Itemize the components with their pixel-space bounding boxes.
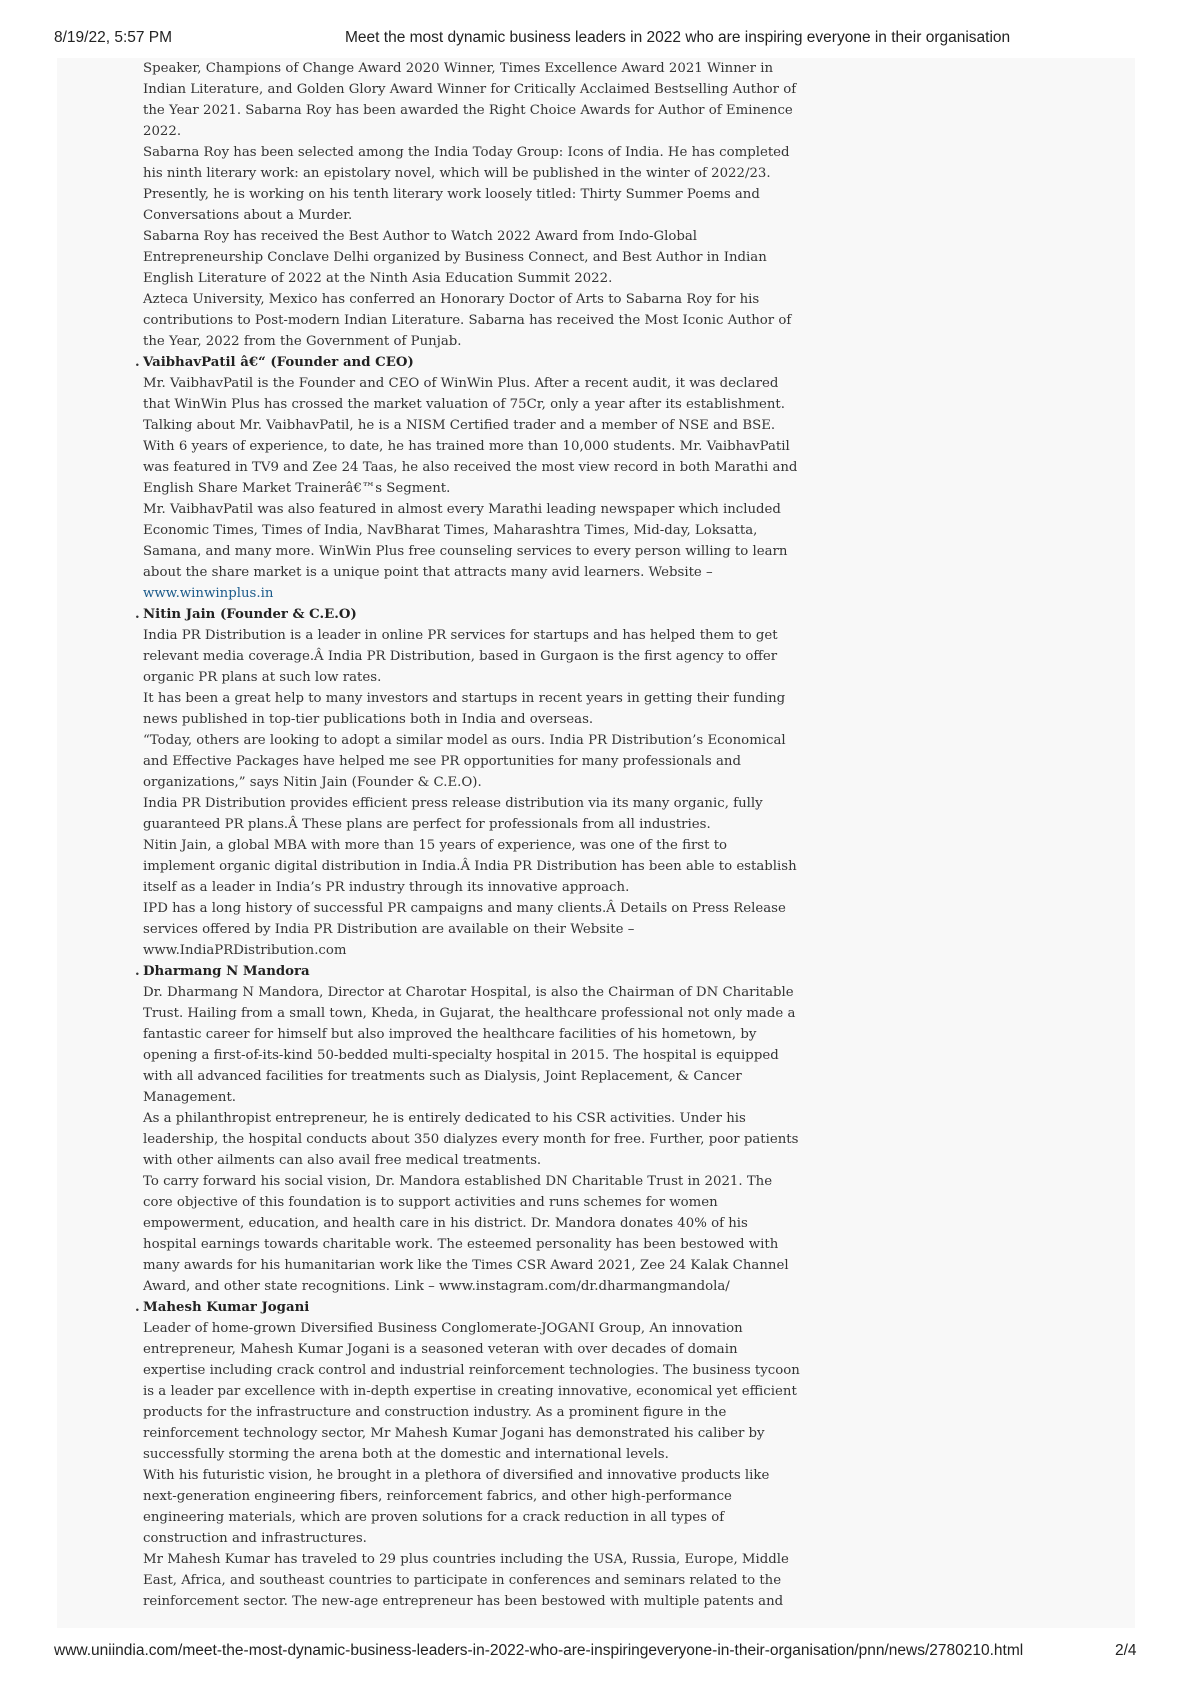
list-item-nitin bbox=[135, 604, 803, 961]
section-heading bbox=[135, 961, 803, 982]
page-footer-url: www.uniindia.com/meet-the-most-dynamic-business-leaders-in-2022-who-are-inspiringeveryone-in-their-organisation/pnn/news/2780210.html bbox=[54, 1642, 1024, 1659]
section-heading bbox=[135, 1297, 803, 1318]
page-header-date: 8/19/22, 5:57 PM bbox=[54, 29, 173, 46]
paragraph: Azteca University, Mexico has conferred an Honorary Doctor of Arts to Sabarna Roy for his contributions to Post-modern Indian Literature. Sabarna has received the Most Iconic Author of the Year, 2022 from the Government of Punjab. bbox=[143, 292, 792, 349]
section-heading-text: Mahesh Kumar Jogani bbox=[143, 1300, 310, 1315]
list-marker: . bbox=[135, 355, 140, 370]
paragraph: Mr. VaibhavPatil was also featured in almost every Marathi leading newspaper which included Economic Times, Times of India, NavBharat Times, Maharashtra Times, Mid-day, Loksatta, Samana, and many more. WinWin Plus free counseling services to every person willing to learn about the share market is a unique point that attracts many avid learners. Website – bbox=[143, 502, 788, 580]
list-marker: . bbox=[135, 1300, 140, 1315]
paragraph: Leader of home-grown Diversified Business Conglomerate-JOGANI Group, An innovation entrepreneur, Mahesh Kumar Jogani is a seasoned veteran with over decades of domain expertise including crack control and industrial reinforcement technologies. The business tycoon is a leader par excellence with in-depth expertise in creating innovative, economical yet efficient products for the infrastructure and construction industry. As a prominent figure in the reinforcement technology sector, Mr Mahesh Kumar Jogani has demonstrated his caliber by successfully storming the arena both at the domestic and international levels. bbox=[143, 1321, 800, 1462]
list-item-dharmang bbox=[135, 961, 803, 1297]
paragraph: As a philanthropist entrepreneur, he is entirely dedicated to his CSR activities. Under his leadership, the hospital conducts about 350 dialyzes every month for free. Further, poor patients with other ailments can also avail free medical treatments. bbox=[143, 1111, 799, 1168]
paragraph: With his futuristic vision, he brought in a plethora of diversified and innovative products like next-generation engineering fibers, reinforcement fabrics, and other high-performance engineering materials, which are proven solutions for a crack reduction in all types of construction and infrastructures. bbox=[143, 1468, 770, 1546]
website-link[interactable]: www.winwinplus.in bbox=[143, 586, 274, 601]
paragraph: India PR Distribution is a leader in online PR services for startups and has helped them to get relevant media coverage.Â India PR Distribution, based in Gurgaon is the first agency to offer organic PR plans at such low rates. bbox=[143, 628, 778, 685]
paragraph: Sabarna Roy has received the Best Author to Watch 2022 Award from Indo-Global Entrepreneurship Conclave Delhi organized by Business Connect, and Best Author in Indian English Literature of 2022 at the Ninth Asia Education Summit 2022. bbox=[143, 229, 767, 286]
list-marker: . bbox=[135, 964, 140, 979]
paragraph: Mr. VaibhavPatil is the Founder and CEO of WinWin Plus. After a recent audit, it was declared that WinWin Plus has crossed the market valuation of 75Cr, only a year after its establishment. Talking about Mr. VaibhavPatil, he is a NISM Certified trader and a member of NSE and BSE. With 6 years of experience, to date, he has trained more than 10,000 students. Mr. VaibhavPatil was featured in TV9 and Zee 24 Taas, he also received the most view record in both Marathi and English Share Market Trainerâ€™s Segment. bbox=[143, 376, 798, 496]
paragraph: To carry forward his social vision, Dr. Mandora established DN Charitable Trust in 2021. The core objective of this foundation is to support activities and runs schemes for women empowerment, education, and health care in his district. Dr. Mandora donates 40% of his hospital earnings towards charitable work. The esteemed personality has been bestowed with many awards for his humanitarian work like the Times CSR Award 2021, Zee 24 Kalak Channel Award, and other state recognitions. Link – www.instagram.com/dr.dharmangmandola/ bbox=[143, 1174, 789, 1294]
section-heading-text: VaibhavPatil â€“ (Founder and CEO) bbox=[143, 355, 414, 370]
paragraph: Nitin Jain, a global MBA with more than 15 years of experience, was one of the first to implement organic digital distribution in India.Â India PR Distribution has been able to establish itself as a leader in India’s PR industry through its innovative approach. bbox=[143, 838, 797, 895]
section-heading bbox=[135, 352, 803, 373]
section-heading-text: Dharmang N Mandora bbox=[143, 964, 310, 979]
paragraph: Speaker, Champions of Change Award 2020 Winner, Times Excellence Award 2021 Winner in Indian Literature, and Golden Glory Award Winner for Critically Acclaimed Bestselling Author of the Year 2021. Sabarna Roy has been awarded the Right Choice Awards for Author of Eminence 2022. bbox=[143, 61, 797, 139]
paragraph: Dr. Dharmang N Mandora, Director at Charotar Hospital, is also the Chairman of DN Charitable Trust. Hailing from a small town, Kheda, in Gujarat, the healthcare professional not only made a fantastic career for himself but also improved the healthcare facilities of his hometown, by opening a first-of-its-kind 50-bedded multi-specialty hospital in 2015. The hospital is equipped with all advanced facilities for treatments such as Dialysis, Joint Replacement, & Cancer Management. bbox=[143, 985, 796, 1105]
paragraph: IPD has a long history of successful PR campaigns and many clients.Â Details on Press Release services offered by India PR Distribution are available on their Website – www.IndiaPRDistribution.com bbox=[143, 901, 786, 958]
page-header-title: Meet the most dynamic business leaders in 2022 who are inspiring everyone in their organisation bbox=[345, 29, 1011, 46]
section-heading bbox=[135, 604, 803, 625]
list-marker: . bbox=[135, 607, 140, 622]
paragraph bbox=[143, 583, 803, 604]
list-item-vaibhav bbox=[135, 352, 803, 604]
paragraph: It has been a great help to many investors and startups in recent years in getting their funding news published in top-tier publications both in India and overseas. bbox=[143, 691, 786, 727]
paragraph: India PR Distribution provides efficient press release distribution via its many organic, fully guaranteed PR plans.Â These plans are perfect for professionals from all industries. bbox=[143, 796, 763, 832]
page-number: 2/4 bbox=[1115, 1642, 1137, 1659]
article-content bbox=[135, 58, 803, 1612]
list-item-mahesh bbox=[135, 1297, 803, 1612]
article-panel bbox=[57, 58, 1135, 1628]
paragraph: Sabarna Roy has been selected among the India Today Group: Icons of India. He has completed his ninth literary work: an epistolary novel, which will be published in the winter of 2022/23. Presently, he is working on his tenth literary work loosely titled: Thirty Summer Poems and Conversations about a Murder. bbox=[143, 145, 790, 223]
section-heading-text: Nitin Jain (Founder & C.E.O) bbox=[143, 607, 357, 622]
paragraph: “Today, others are looking to adopt a similar model as ours. India PR Distribution’s Economical and Effective Packages have helped me see PR opportunities for many professionals and organizations,” says Nitin Jain (Founder & C.E.O). bbox=[143, 733, 786, 790]
paragraph: Mr Mahesh Kumar has traveled to 29 plus countries including the USA, Russia, Europe, Middle East, Africa, and southeast countries to participate in conferences and seminars related to the reinforcement sector. The new-age entrepreneur has been bestowed with multiple patents and bbox=[143, 1552, 789, 1609]
